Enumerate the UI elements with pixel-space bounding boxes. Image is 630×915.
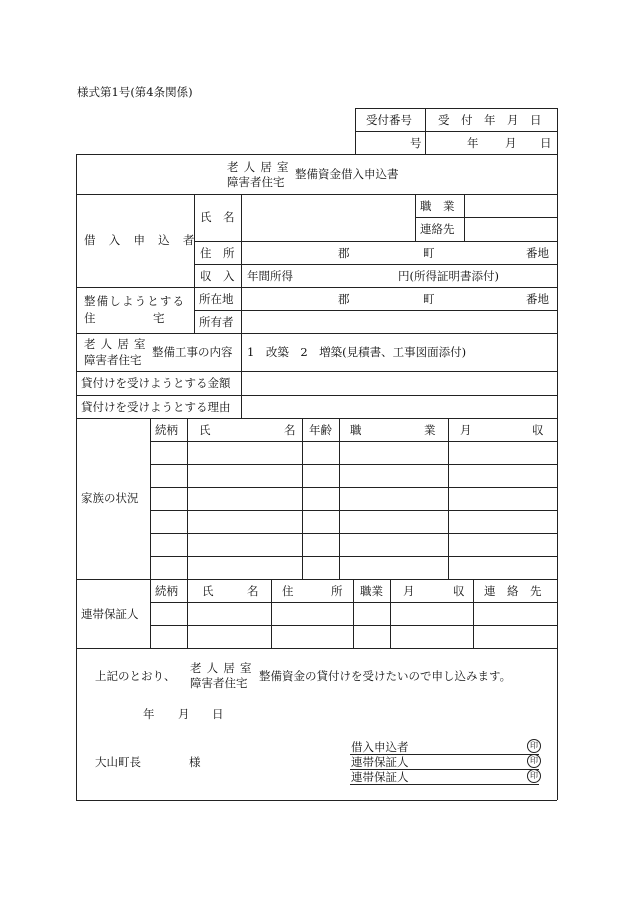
mayor-sama: 様	[189, 755, 201, 769]
work-label-line2: 障害者住宅	[84, 353, 142, 367]
footer-pre: 上記のとおり、	[95, 669, 176, 683]
sign-guarantor1-label: 連帯保証人	[351, 755, 409, 769]
family-col-income-a: 月	[460, 423, 472, 437]
guarantor-col-job: 職業	[360, 584, 383, 598]
date-year: 年	[143, 707, 155, 721]
house-banchi: 番地	[526, 292, 549, 306]
guarantor-col-name-a: 氏	[202, 584, 214, 598]
guarantor-col-income-a: 月	[403, 584, 415, 598]
house-gun: 郡	[338, 292, 350, 306]
guarantor-col-addr-b: 所	[331, 584, 343, 598]
house-location-label: 所在地	[199, 292, 234, 306]
work-label-line1: 老人居室	[84, 337, 151, 351]
receipt-year: 年	[467, 136, 479, 150]
title-main: 整備資金借入申込書	[295, 167, 399, 181]
applicant-name-label: 氏 名	[200, 210, 235, 224]
form-number: 様式第1号(第4条関係)	[77, 85, 193, 99]
sign-applicant-label: 借入申込者	[351, 740, 409, 754]
house-label-line1: 整備しようとする	[84, 294, 186, 308]
applicant-contact-label: 連絡先	[420, 222, 455, 236]
family-col-relation: 続柄	[155, 423, 178, 437]
family-col-age: 年齢	[309, 423, 332, 437]
work-label-suffix: 整備工事の内容	[152, 345, 233, 359]
applicant-job-label: 職 業	[420, 199, 455, 213]
footer-line1: 老人居室	[190, 661, 257, 675]
applicant-gun: 郡	[338, 246, 350, 260]
sign-guarantor2-label: 連帯保証人	[351, 770, 409, 784]
receipt-number-suffix: 号	[410, 136, 422, 150]
guarantor-col-income-b: 収	[453, 584, 465, 598]
footer-line2: 障害者住宅	[190, 676, 248, 690]
applicant-section-label: 借入申込者	[84, 233, 208, 247]
applicant-income-text: 年間所得	[247, 269, 293, 283]
guarantor-col-contact: 連 絡 先	[484, 584, 542, 598]
title-line1: 老人居室	[227, 160, 294, 174]
loan-amount-label: 貸付けを受けようとする金額	[81, 376, 231, 390]
receipt-day: 日	[540, 136, 552, 150]
applicant-income-label: 収 入	[200, 269, 235, 283]
guarantor-col-name-b: 名	[247, 584, 259, 598]
family-col-income-b: 収	[532, 423, 544, 437]
house-cho: 町	[423, 292, 435, 306]
family-col-name-a: 氏	[199, 423, 211, 437]
seal-icon: 印	[527, 754, 541, 768]
family-label: 家族の状況	[81, 491, 139, 505]
seal-icon: 印	[527, 739, 541, 753]
date-month: 月	[178, 707, 190, 721]
receipt-date-label: 受 付 年 月 日	[438, 113, 542, 127]
mayor-label: 大山町長	[95, 755, 141, 769]
guarantor-col-relation: 続柄	[155, 584, 178, 598]
applicant-cho: 町	[423, 246, 435, 260]
family-col-name-b: 名	[284, 423, 296, 437]
applicant-banchi: 番地	[526, 246, 549, 260]
footer-post: 整備資金の貸付けを受けたいので申し込みます。	[259, 669, 512, 683]
guarantor-label: 連帯保証人	[81, 607, 139, 621]
guarantor-col-addr-a: 住	[282, 584, 294, 598]
receipt-month: 月	[505, 136, 517, 150]
seal-icon: 印	[527, 769, 541, 783]
house-owner-label: 所有者	[199, 315, 234, 329]
family-col-job-a: 職	[350, 423, 362, 437]
applicant-income-note: 円(所得証明書添付)	[398, 269, 499, 283]
applicant-address-label: 住 所	[200, 246, 235, 260]
family-col-job-b: 業	[424, 423, 436, 437]
work-content: 1 改築 2 増築(見積書、工事図面添付)	[247, 345, 467, 359]
title-line2: 障害者住宅	[227, 175, 285, 189]
loan-reason-label: 貸付けを受けようとする理由	[81, 400, 231, 414]
receipt-number-label: 受付番号	[366, 113, 412, 127]
house-label-line2: 住 宅	[84, 311, 165, 325]
date-day: 日	[212, 707, 224, 721]
